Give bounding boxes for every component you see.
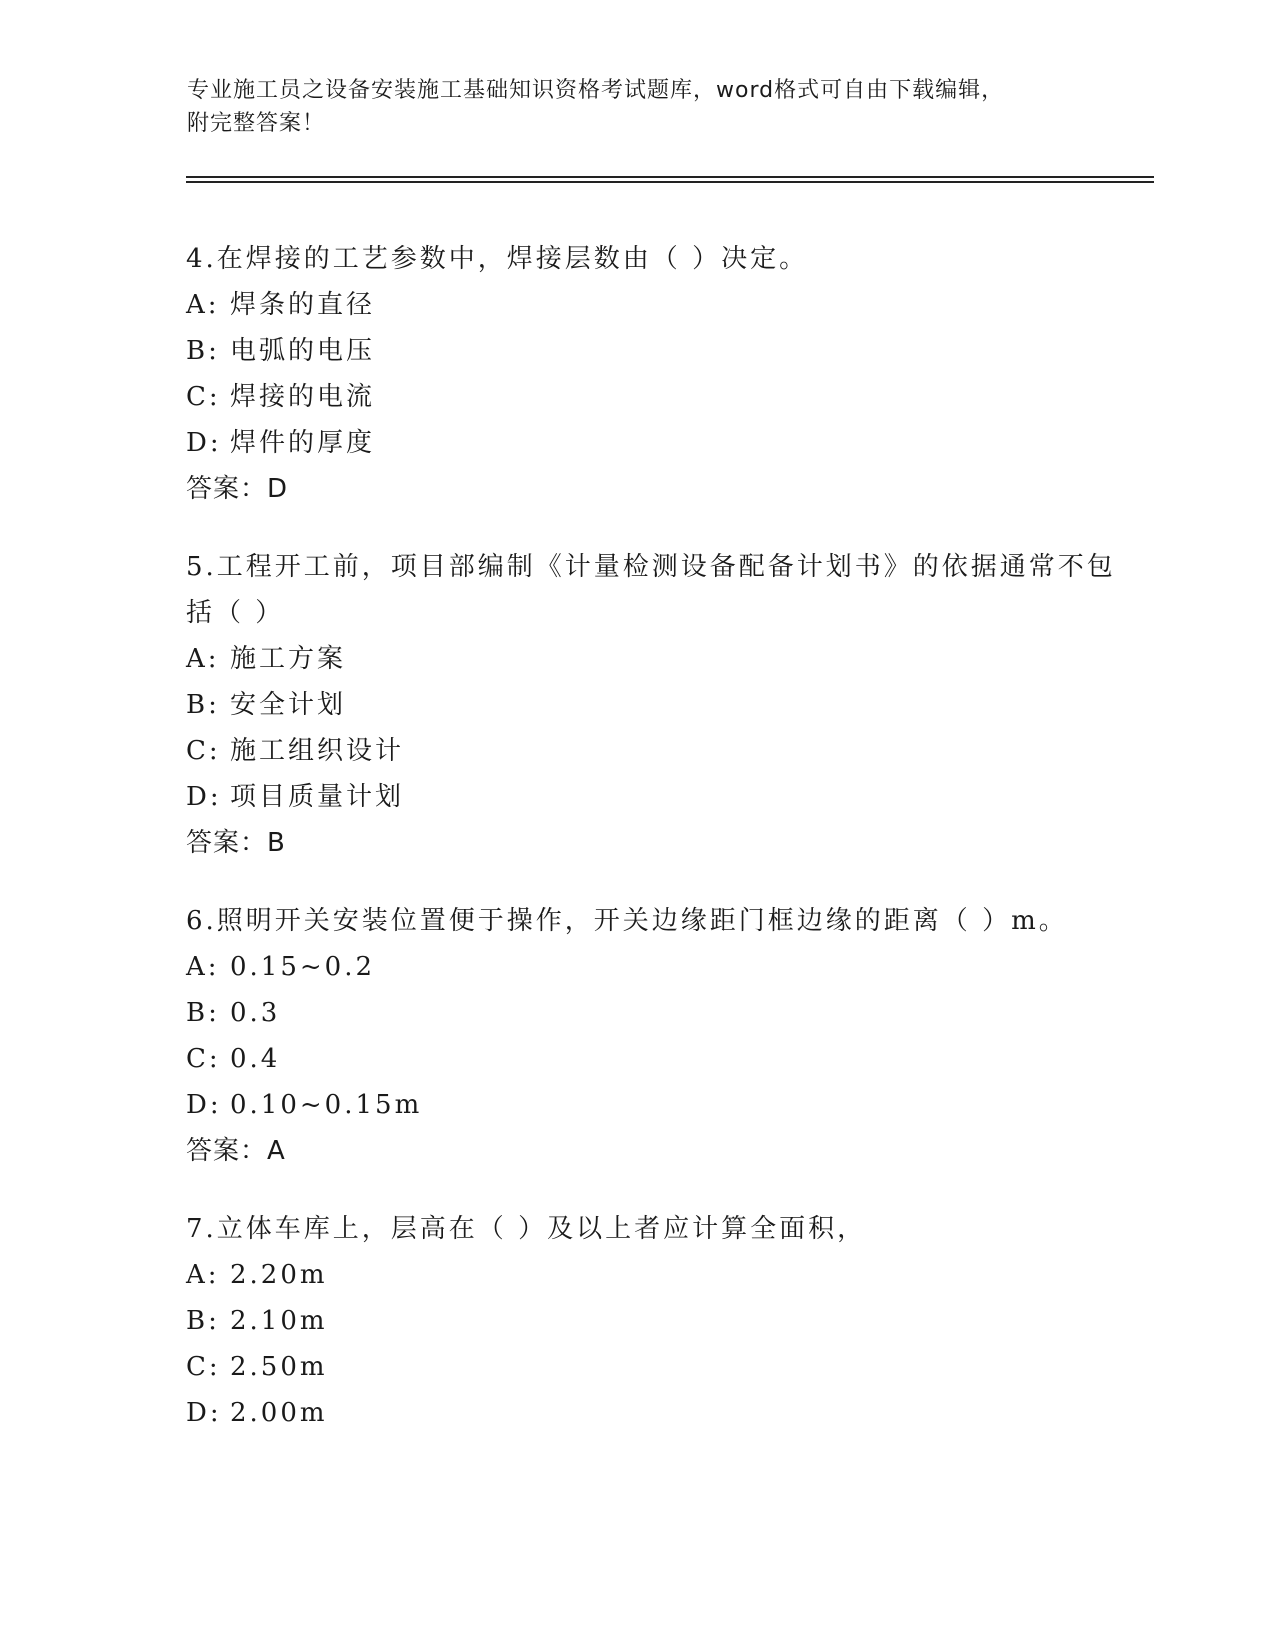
option-key: C: [186, 1352, 221, 1382]
option-d [186, 774, 1136, 820]
option-d [186, 1390, 1136, 1436]
option-key: D: [186, 1398, 222, 1428]
question-7 [186, 1206, 1136, 1436]
header-divider-bottom [186, 181, 1154, 183]
option-key: B: [186, 690, 220, 720]
question-stem: 5.工程开工前，项目部编制《计量检测设备配备计划书》的依据通常不包括（ ） [186, 552, 1116, 628]
option-text: 0.3 [230, 998, 281, 1028]
question-4 [186, 236, 1136, 512]
option-b [186, 990, 1136, 1036]
option-key: B: [186, 1306, 220, 1336]
option-a [186, 944, 1136, 990]
option-d [186, 420, 1136, 466]
option-b [186, 1298, 1136, 1344]
option-text: 焊条的直径 [230, 290, 376, 320]
option-text: 焊件的厚度 [230, 428, 376, 458]
option-key: D: [186, 1090, 222, 1120]
option-c [186, 728, 1136, 774]
option-text: 安全计划 [230, 690, 347, 720]
option-key: A: [186, 1260, 220, 1290]
document-header [187, 74, 1087, 140]
option-text: 0.4 [230, 1044, 281, 1074]
header-divider-top [186, 176, 1154, 178]
option-key: C: [186, 1044, 221, 1074]
question-stem: 6.照明开关安装位置便于操作，开关边缘距门框边缘的距离（ ）m。 [186, 906, 1068, 936]
option-text: 项目质量计划 [230, 782, 405, 812]
option-text: 2.00m [230, 1398, 328, 1428]
option-text: 0.10~0.15m [230, 1090, 423, 1120]
header-line-1: 专业施工员之设备安装施工基础知识资格考试题库，word格式可自由下载编辑， [187, 78, 1005, 103]
option-a [186, 282, 1136, 328]
option-text: 施工组织设计 [230, 736, 405, 766]
answer-line: 答案：B [186, 828, 286, 858]
answer-line: 答案：A [186, 1136, 286, 1166]
option-text: 2.50m [230, 1352, 328, 1382]
option-a [186, 1252, 1136, 1298]
question-stem: 4.在焊接的工艺参数中，焊接层数由（ ）决定。 [186, 244, 809, 274]
question-stem: 7.立体车库上，层高在（ ）及以上者应计算全面积， [186, 1214, 867, 1244]
option-key: A: [186, 644, 220, 674]
option-text: 2.10m [230, 1306, 328, 1336]
option-text: 2.20m [230, 1260, 328, 1290]
option-b [186, 328, 1136, 374]
option-c [186, 1036, 1136, 1082]
question-6 [186, 898, 1136, 1174]
option-key: A: [186, 952, 220, 982]
option-key: B: [186, 998, 220, 1028]
option-key: B: [186, 336, 220, 366]
option-key: C: [186, 736, 221, 766]
option-b [186, 682, 1136, 728]
option-text: 0.15~0.2 [230, 952, 376, 982]
question-5 [186, 544, 1136, 866]
option-key: A: [186, 290, 220, 320]
option-c [186, 374, 1136, 420]
option-text: 焊接的电流 [230, 382, 376, 412]
option-key: C: [186, 382, 221, 412]
option-key: D: [186, 782, 222, 812]
answer-line: 答案：D [186, 474, 289, 504]
option-text: 施工方案 [230, 644, 347, 674]
option-text: 电弧的电压 [230, 336, 376, 366]
option-c [186, 1344, 1136, 1390]
header-line-2: 附完整答案！ [187, 111, 326, 136]
question-list [186, 236, 1136, 1468]
option-d [186, 1082, 1136, 1128]
option-a [186, 636, 1136, 682]
option-key: D: [186, 428, 222, 458]
